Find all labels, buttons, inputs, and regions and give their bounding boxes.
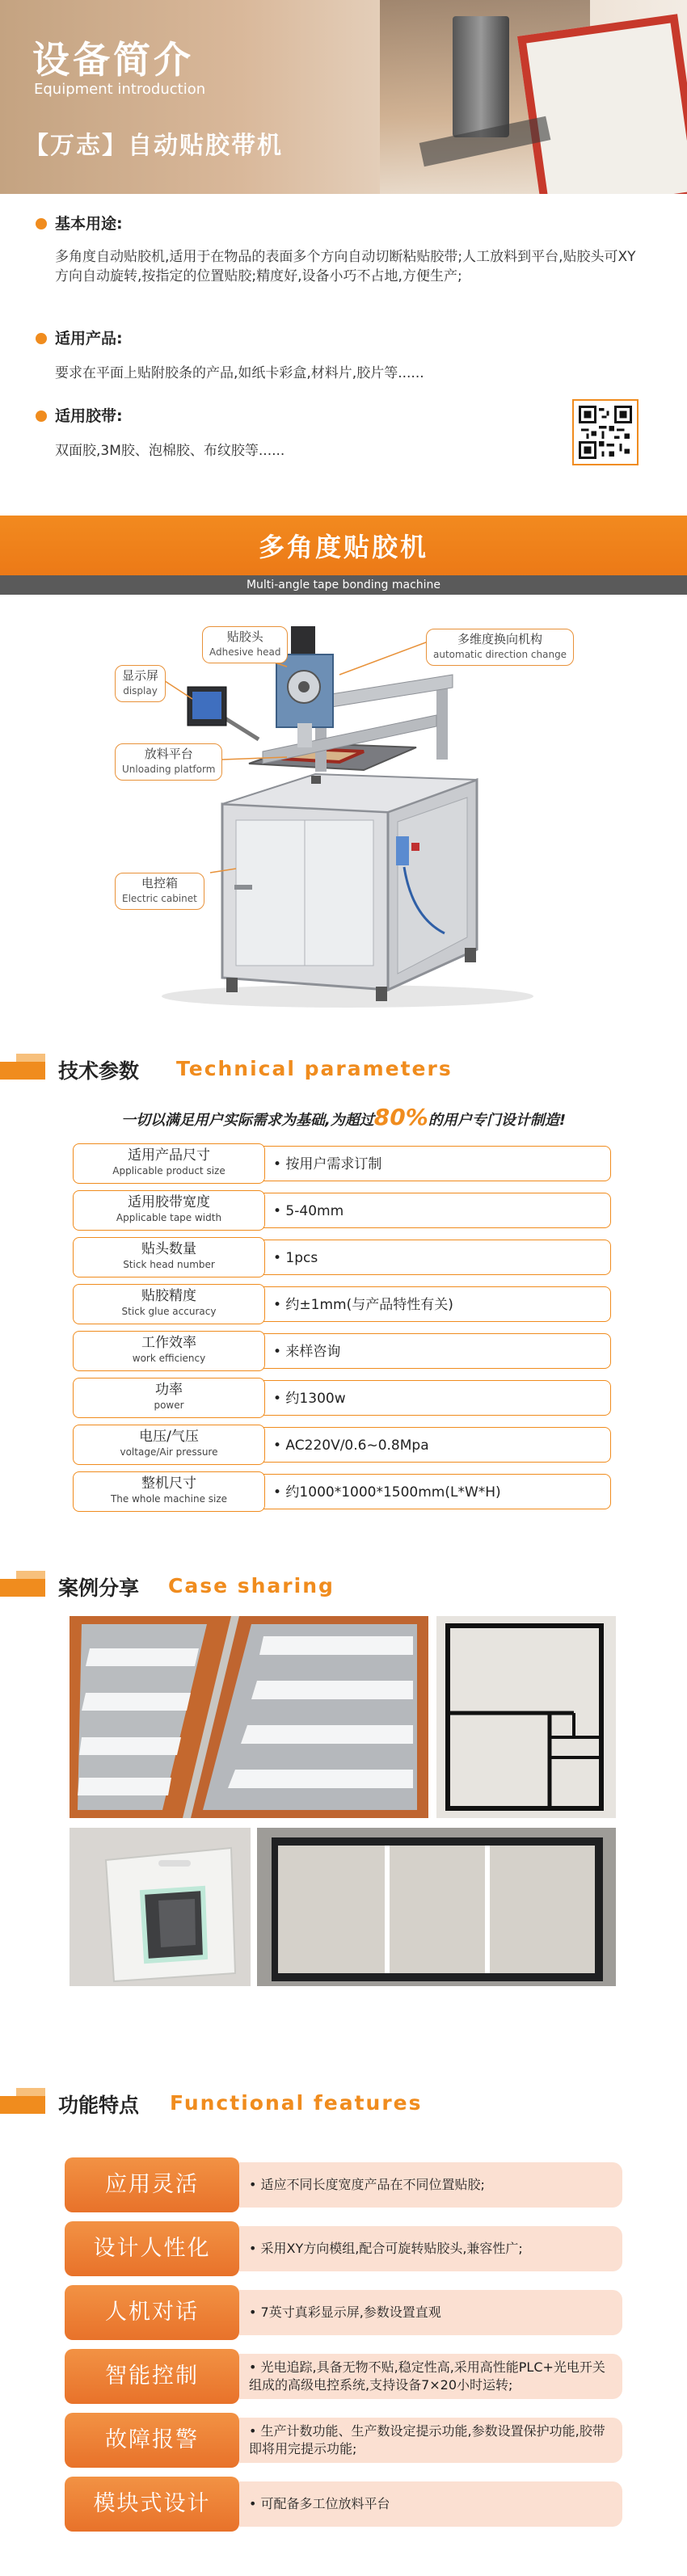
- param-row: 功率 power • 约1300w: [73, 1378, 614, 1418]
- callout-direction-change: 多维度换向机构 automatic direction change: [426, 629, 574, 666]
- intro-text-usage: 多角度自动贴胶机,适用于在物品的表面多个方向自动切断粘贴胶带;人工放料到平台,贴胶头可XY方向自动旋转,按指定的位置贴胶;精度好,设备小巧不占地,方便生产;: [55, 249, 636, 284]
- machine-banner: [0, 516, 687, 595]
- machine-title: 多角度贴胶机: [258, 532, 428, 562]
- callout-unloading-platform: 放料平台 Unloading platform: [115, 743, 222, 781]
- case-photo-panel: [257, 1828, 616, 1986]
- section-header-features: 功能特点 Functional features: [0, 2085, 687, 2122]
- feature-row: 设计人性化 • 采用XY方向模组,配合可旋转贴胶头,兼容性广;: [65, 2221, 622, 2276]
- machine-subtitle: Multi-angle tape bonding machine: [0, 575, 687, 595]
- hero-subtitle: Equipment introduction: [34, 81, 206, 98]
- intro-heading-usage: 基本用途:: [36, 212, 123, 234]
- machine-illustration: [97, 610, 598, 1014]
- tech-slogan: 一切以满足用户实际需求为基础,为超过80%的用户专门设计制造!: [120, 1104, 567, 1130]
- param-row: 适用胶带宽度 Applicable tape width • 5-40mm: [73, 1190, 614, 1231]
- case-photo-card: [70, 1828, 251, 1986]
- qr-code[interactable]: [572, 399, 639, 465]
- feature-row: 故障报警 • 生产计数功能、生产数设定提示功能,参数设置保护功能,胶带即将用完提示功能;: [65, 2413, 622, 2468]
- bullet-icon: [36, 410, 47, 422]
- callout-adhesive-head: 贴胶头 Adhesive head: [202, 626, 288, 663]
- callout-electric-cabinet: 电控箱 Electric cabinet: [115, 873, 204, 910]
- intro-heading-products: 适用产品:: [36, 326, 123, 348]
- param-row: 电压/气压 voltage/Air pressure • AC220V/0.6~0.8Mpa: [73, 1425, 614, 1465]
- hero-board: [517, 14, 687, 194]
- hero-brand-title: 【万志】自动贴胶带机: [24, 132, 283, 160]
- feature-row: 模块式设计 • 可配备多工位放料平台: [65, 2477, 622, 2532]
- section-header-tech: 技术参数 Technical parameters: [0, 1050, 687, 1088]
- param-row: 整机尺寸 The whole machine size • 约1000*1000*1500mm(L*W*H): [73, 1471, 614, 1512]
- section-header-cases: 案例分享 Case sharing: [0, 1568, 687, 1605]
- intro-text-tapes: 双面胶,3M胶、泡棉胶、布纹胶等......: [55, 443, 285, 459]
- param-row: 贴头数量 Stick head number • 1pcs: [73, 1237, 614, 1277]
- param-row: 贴胶精度 Stick glue accuracy • 约±1mm(与产品特性有关): [73, 1284, 614, 1324]
- param-row: 工作效率 work efficiency • 来样咨询: [73, 1331, 614, 1371]
- param-row: 适用产品尺寸 Applicable product size • 按用户需求订制: [73, 1143, 614, 1184]
- feature-row: 应用灵活 • 适应不同长度宽度产品在不同位置贴胶;: [65, 2157, 622, 2212]
- intro-heading-tapes: 适用胶带:: [36, 404, 123, 426]
- callout-display: 显示屏 display: [115, 665, 166, 702]
- hero-banner: [0, 0, 687, 194]
- feature-row: 智能控制 • 光电追踪,具备无物不贴,稳定性高,采用高性能PLC+光电开关组成的高级电控系统,支持设备7×20小时运转;: [65, 2349, 622, 2404]
- hero-title: 设备简介: [32, 38, 194, 82]
- case-photo-frame: [436, 1616, 616, 1818]
- intro-text-products: 要求在平面上贴附胶条的产品,如纸卡彩盒,材料片,胶片等......: [55, 365, 424, 381]
- hero-machine-arm: [453, 16, 509, 137]
- bullet-icon: [36, 333, 47, 344]
- case-photo-strips: [70, 1616, 428, 1818]
- feature-row: 人机对话 • 7英寸真彩显示屏,参数设置直观: [65, 2285, 622, 2340]
- bullet-icon: [36, 218, 47, 229]
- qr-code-icon: [579, 406, 632, 459]
